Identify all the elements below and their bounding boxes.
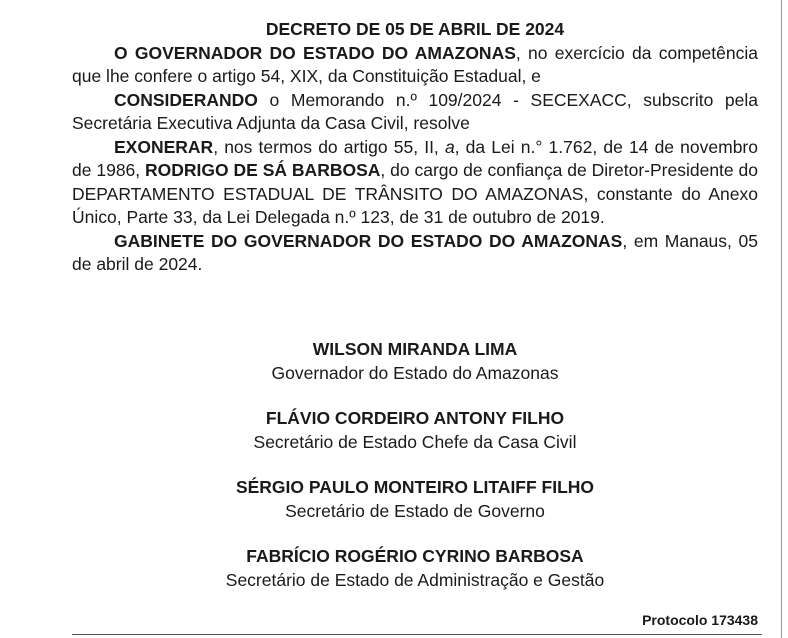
- bottom-divider: [72, 634, 762, 635]
- exonerate-text-3: , do cargo de confiança de Diretor-Presidente do DEPARTAMENTO ESTADUAL DE TRÂNSITO DO AMAZONAS, constante do Anexo Único, Parte 33, da Lei Delegada n.º 123, de 31 de outubro de 2019.: [72, 160, 758, 227]
- exonerate-heading: EXONERAR: [114, 136, 214, 157]
- decree-body: [72, 18, 758, 277]
- considering-text: o Memorando n.º 109/2024 - SECEXACC, subscrito pela Secretária Executiva Adjunta da Casa Civil, resolve: [72, 89, 758, 133]
- signature-role: Secretário de Estado Chefe da Casa Civil: [253, 431, 577, 452]
- signature-name: SÉRGIO PAULO MONTEIRO LITAIFF FILHO: [235, 477, 595, 497]
- paragraph-cabinet: [72, 230, 758, 277]
- signature-administracao: [72, 545, 758, 592]
- signature-governor: [72, 338, 758, 385]
- signature-casa-civil: [72, 407, 758, 454]
- exonerated-person: RODRIGO DE SÁ BARBOSA: [145, 160, 381, 180]
- cabinet-text: , em Manaus, 05 de abril de 2024.: [72, 230, 758, 274]
- exonerate-italic: a: [444, 136, 455, 157]
- governor-text: , no exercício da competência que lhe confere o artigo 54, XIX, da Constituição Estadual, e: [72, 42, 758, 86]
- signature-governo: [72, 476, 758, 523]
- cabinet-heading: GABINETE DO GOVERNADOR DO ESTADO DO AMAZONAS: [114, 230, 623, 251]
- signature-role: Governador do Estado do Amazonas: [271, 362, 559, 383]
- decree-title: DECRETO DE 05 DE ABRIL DE 2024: [265, 19, 565, 39]
- signature-name: WILSON MIRANDA LIMA: [312, 339, 518, 359]
- exonerate-text-1: , nos termos do artigo 55, II,: [213, 136, 445, 157]
- signatures-block: [72, 338, 758, 614]
- signature-role: Secretário de Estado de Governo: [285, 500, 545, 521]
- signature-name: FABRÍCIO ROGÉRIO CYRINO BARBOSA: [246, 546, 584, 566]
- paragraph-considering: [72, 89, 758, 136]
- signature-name: FLÁVIO CORDEIRO ANTONY FILHO: [265, 408, 565, 428]
- signature-role: Secretário de Estado de Administração e Gestão: [225, 569, 605, 590]
- considering-heading: CONSIDERANDO: [114, 89, 258, 110]
- governor-heading: O GOVERNADOR DO ESTADO DO AMAZONAS: [114, 42, 516, 63]
- protocol-number: Protocolo 173438: [642, 612, 758, 628]
- paragraph-exonerate: [72, 136, 758, 230]
- column-divider: [781, 0, 782, 638]
- paragraph-governor: [72, 42, 758, 89]
- exonerate-text-2: , da Lei n.° 1.762, de 14 de novembro de 1986,: [72, 136, 758, 180]
